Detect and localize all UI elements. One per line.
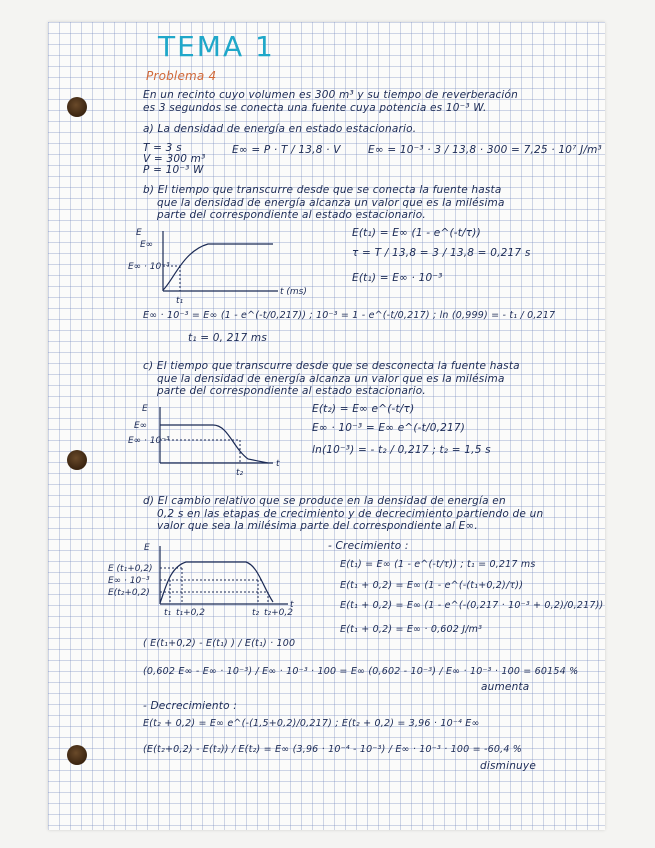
part-c-heading: parte del correspondiente al estado estacionario. <box>157 385 426 397</box>
equation: E(t₁) = E∞ (1 - e^(-t/τ)) ; t₁ = 0,217 ms <box>340 559 536 570</box>
tick-label: t₁+0,2 <box>176 608 205 618</box>
equation: τ = T / 13,8 = 3 / 13,8 = 0,217 s <box>352 247 531 259</box>
part-a-heading: a) La densidad de energía en estado estacionario. <box>143 123 417 135</box>
part-d-heading: valor que sea la milésima parte del correspondiente al E∞. <box>157 520 478 532</box>
equation: E∞ · 10⁻³ = E∞ e^(-t/0,217) <box>312 422 466 434</box>
solve-line: E∞ · 10⁻³ = E∞ (1 - e^(-t/0,217)) ; 10⁻³ = 1 - e^(-t/0,217) ; ln (0,999) = - t₁ / 0,217 <box>143 310 556 321</box>
growth-graph <box>128 226 328 306</box>
part-d-heading: d) El cambio relativo que se produce en la densidad de energía en <box>143 495 506 507</box>
equation: E(t₁ + 0,2) = E∞ (1 - e^(-(0,217 · 10⁻³ + 0,2)/0,217)) <box>340 600 604 611</box>
tick-label: t₂ <box>236 468 244 478</box>
equation: E(t₂) = E∞ e^(-t/τ) <box>312 403 415 415</box>
statement-line: En un recinto cuyo volumen es 300 m³ y su tiempo de reverberación <box>143 89 519 101</box>
given-line: T = 3 s <box>143 142 182 154</box>
decay-graph <box>128 403 298 478</box>
part-c-heading: que la densidad de energía alcanza un valor que es la milésima <box>157 373 505 385</box>
statement-line: es 3 segundos se conecta una fuente cuya potencia es 10⁻³ W. <box>143 102 487 114</box>
axis-label: E <box>144 543 150 553</box>
tick-label: E (t₁+0,2) <box>108 564 153 574</box>
tick-label: E∞ · 10⁻³ <box>108 576 150 586</box>
equation: E(t₁ + 0,2) = E∞ (1 - e^(-(t₁+0,2)/τ)) <box>340 580 524 591</box>
tick-label: t₁ <box>176 296 184 306</box>
given-line: P = 10⁻³ W <box>143 164 204 176</box>
part-c-heading: c) El tiempo que transcurre desde que se desconecta la fuente hasta <box>143 360 520 372</box>
problem-label: Problema 4 <box>146 69 217 83</box>
decay-curve <box>160 425 268 463</box>
axis-label: t <box>276 459 280 469</box>
formula: E∞ = P · T / 13,8 · V <box>232 144 341 156</box>
equation: E(t₂ + 0,2) = E∞ e^(-(1,5+0,2)/0,217) ; E(t₂ + 0,2) = 3,96 · 10⁻⁴ E∞ <box>143 718 480 729</box>
tick-label: t₂+0,2 <box>264 608 293 618</box>
section-label: - Decrecimiento : <box>143 700 237 712</box>
axis-label: E <box>142 404 148 414</box>
decay-result: disminuye <box>480 760 536 772</box>
result: t₁ = 0, 217 ms <box>188 332 268 344</box>
binder-hole <box>67 745 87 765</box>
equation: E(t₁) = E∞ (1 - e^(-t/τ)) <box>352 227 481 239</box>
tick-label: t₁ <box>164 608 172 618</box>
equation: ln(10⁻³) = - t₂ / 0,217 ; t₂ = 1,5 s <box>312 444 491 456</box>
result: E∞ = 10⁻³ · 3 / 13,8 · 300 = 7,25 · 10⁷ J/m³ <box>368 144 602 156</box>
axis-label: t <box>290 600 294 610</box>
section-label: - Crecimiento : <box>328 540 409 552</box>
binder-hole <box>67 450 87 470</box>
growth-result: aumenta <box>481 681 530 693</box>
part-b-heading: parte del correspondiente al estado estacionario. <box>157 209 426 221</box>
equation: E(t₁ + 0,2) = E∞ · 0,602 J/m³ <box>340 624 483 635</box>
decay-calc: (E(t₂+0,2) - E(t₂)) / E(t₂) = E∞ (3,96 · 10⁻⁴ - 10⁻³) / E∞ · 10⁻³ · 100 = -60,4 % <box>143 744 523 755</box>
ratio-calc: (0,602 E∞ - E∞ · 10⁻³) / E∞ · 10⁻³ · 100 = E∞ (0,602 - 10⁻³) / E∞ · 10⁻³ · 100 = 60154 % <box>143 666 579 677</box>
cycle-graph <box>108 542 308 622</box>
tick-label: E∞ · 10⁻³ <box>128 436 170 446</box>
tick-label: E(t₂+0,2) <box>108 588 150 598</box>
binder-hole <box>67 97 87 117</box>
part-b-heading: que la densidad de energía alcanza un valor que es la milésima <box>157 197 505 209</box>
tick-label: t₂ <box>252 608 260 618</box>
given-line: V = 300 m³ <box>143 153 206 165</box>
axis-label: E <box>136 228 142 238</box>
tick-label: E∞ <box>140 240 154 250</box>
part-b-heading: b) El tiempo que transcurre desde que se conecta la fuente hasta <box>143 184 502 196</box>
page-title: TEMA 1 <box>158 30 275 63</box>
tick-label: E∞ · 10⁻³ <box>128 262 170 272</box>
axis-label: t (ms) <box>280 287 307 297</box>
part-d-heading: 0,2 s en las etapas de crecimiento y de decrecimiento partiendo de un <box>157 508 544 520</box>
ratio-formula: ( E(t₁+0,2) - E(t₁) ) / E(t₁) · 100 <box>143 638 296 649</box>
tick-label: E∞ <box>134 421 148 431</box>
equation: E(t₁) = E∞ · 10⁻³ <box>352 272 443 284</box>
